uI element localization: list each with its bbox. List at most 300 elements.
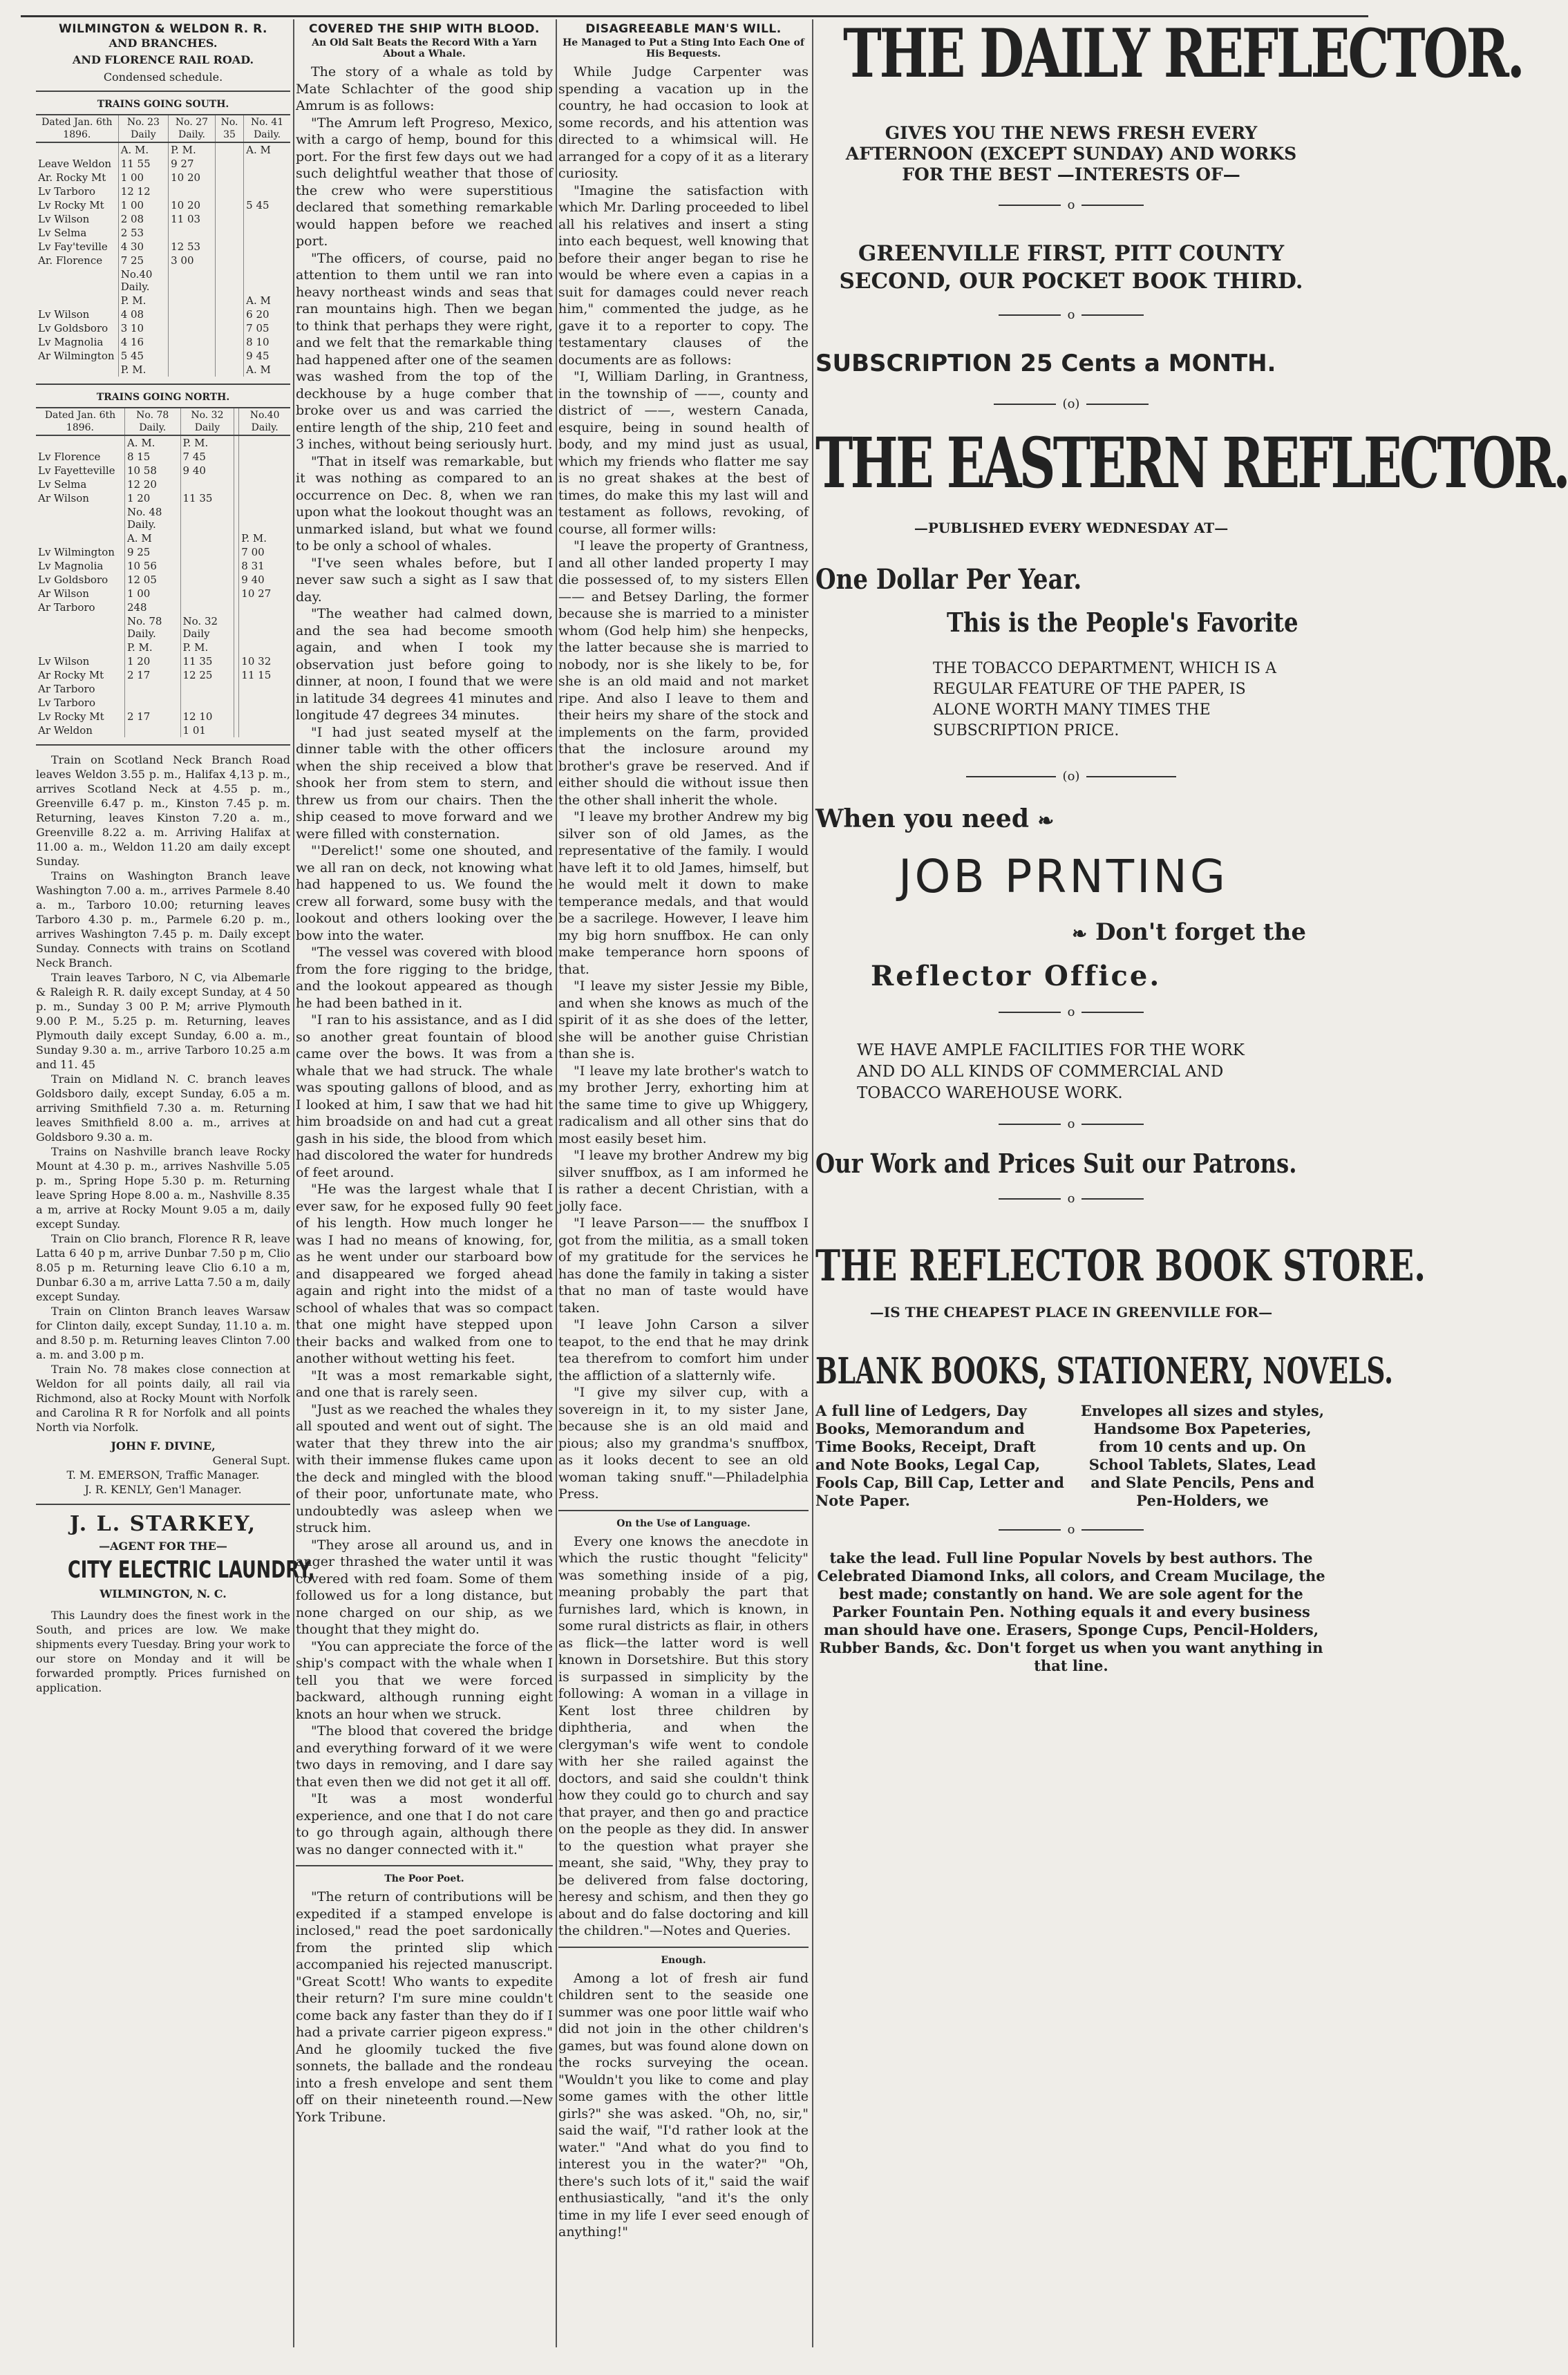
timetable-header: Dated Jan. 6th 1896. xyxy=(36,408,124,435)
paragraph: "I leave the property of Grantness, and all other landed property I may die possessed of, to my sisters Ellen —— and Betsey Darling, the former because she is married to a minister whom (God help him) she henpecks, the latter because she is married to nobody, nor is she likely to be, for she is an old maid and not market ripe. And also I leave to them and their heirs my share of the stock and implements on the farm, provided that the inclosure around my brother's grave be reserved. And if either should die without issue then the other shall inherit the whole. xyxy=(558,538,809,808)
article-body xyxy=(296,64,553,1858)
timetable-cell xyxy=(36,142,118,157)
timetable-cell xyxy=(215,198,243,212)
article-body xyxy=(558,64,809,1503)
timetable-cell: Lv Fayetteville xyxy=(38,464,115,477)
laundry-name: CITY ELECTRIC LAUNDRY, xyxy=(68,1556,315,1584)
timetable-cell: 9 27 xyxy=(169,157,216,171)
paragraph: "I leave my brother Andrew my big silver snuffbox, as I am informed he is rather a decent Christian, with a jolly face. xyxy=(558,1148,809,1214)
timetable-cell: A. M xyxy=(244,142,290,157)
railroad-subtitle: AND BRANCHES. xyxy=(108,37,218,50)
signature-emerson: T. M. EMERSON, Traffic Manager. xyxy=(66,1468,260,1482)
timetable-row xyxy=(36,614,290,641)
column-rule xyxy=(556,19,557,2347)
poet-text: "The return of contributions will be expedited if a stamped envelope is inclosed," read the poet sardonically from the printed slip which accompanied his rejected manuscript. "Great Scott! Who wants to expedite their return? I'm sure mine couldn't come back any faster than they do if I had a private carrier pigeon express." And he gloomily tucked the five sonnets, the ballade and the rondeau into a fresh envelope and sent them off on their nineteenth round.—New York Tribune. xyxy=(296,1889,553,2125)
timetable-cell: Lv Goldsboro xyxy=(38,322,108,335)
divider xyxy=(36,1504,290,1505)
enough-title: Enough. xyxy=(661,1954,706,1966)
timetable-cell: No. 48 Daily. xyxy=(124,505,180,531)
timetable-cell xyxy=(169,267,216,294)
timetable-cell: 2 08 xyxy=(118,212,168,226)
timetable-cell xyxy=(234,600,239,614)
timetable-cell xyxy=(215,363,243,377)
paragraph: "I've seen whales before, but I never saw such a sight as I saw that day. xyxy=(296,555,553,605)
ornament-divider: o xyxy=(815,1005,1327,1019)
timetable-cell: 12 10 xyxy=(180,710,234,723)
timetable-cell: 7 05 xyxy=(244,321,290,335)
timetable-cell xyxy=(215,212,243,226)
timetable-cell xyxy=(36,363,118,377)
railroad-title: WILMINGTON & WELDON R. R. xyxy=(58,22,268,36)
column-rule xyxy=(812,19,813,2347)
timetable-cell: Leave Weldon xyxy=(38,158,112,171)
ornament-divider: o xyxy=(815,198,1327,212)
timetable-cell xyxy=(180,477,234,491)
timetable-cell xyxy=(239,491,290,505)
agent-label: —AGENT FOR THE— xyxy=(99,1540,227,1553)
timetable-cell: 10 27 xyxy=(239,587,290,600)
enough-text: Among a lot of fresh air fund children sent to the seaside one summer was one poor little waif who did not join in the other children's games, but was found alone down on the rocks surveying the ocean. "Wouldn't you like to come and play some games with the other little girls?" she was asked. "Oh, no, sir," said the waif, "I'd rather look at the water." "And what do you find to interest you in the water?" "Oh, there's such lots of it," said the waif enthusiastically, "and it's the only time in my life I ever seed enough of anything!" xyxy=(558,1970,809,2240)
timetable-cell: No. 78 Daily. xyxy=(124,614,180,641)
timetable-cell xyxy=(239,682,290,696)
timetable-row xyxy=(36,587,290,600)
timetable-row xyxy=(36,307,290,321)
timetable-cell xyxy=(169,294,216,307)
timetable-row xyxy=(36,254,290,267)
facilities-text: WE HAVE AMPLE FACILITIES FOR THE WORK AND DO ALL KINDS OF COMMERCIAL AND TOBACCO WAREHOUSE WORK. xyxy=(857,1041,1245,1102)
timetable-cell xyxy=(234,545,239,559)
timetable-cell xyxy=(215,321,243,335)
timetable-header: No. 32 Daily xyxy=(180,408,234,435)
timetable-cell xyxy=(234,587,239,600)
timetable-cell: 1 20 xyxy=(124,491,180,505)
eastern-reflector-title: THE EASTERN REFLECTOR. xyxy=(815,422,1568,504)
timetable-cell xyxy=(244,171,290,184)
divider xyxy=(558,1947,809,1948)
timetable-cell: 3 10 xyxy=(118,321,168,335)
timetable-row xyxy=(36,171,290,184)
timetable-header: No.40 Daily. xyxy=(239,408,290,435)
timetable-row xyxy=(36,142,290,157)
timetable-cell: 7 25 xyxy=(118,254,168,267)
timetable-cell: Lv Wilson xyxy=(38,213,90,226)
timetable-row xyxy=(36,184,290,198)
timetable-cell: P. M. xyxy=(118,363,168,377)
timetable-cell: 7 00 xyxy=(239,545,290,559)
stationery-list-right: Envelopes all sizes and styles, Handsome Box Papeteries, from 10 cents and up. On School Tablets, Slates, Lead and Slate Pencils, Pens and Pen-Holders, we xyxy=(1080,1402,1325,1509)
timetable-cell xyxy=(215,267,243,294)
timetable-cell xyxy=(180,573,234,587)
timetable-cell xyxy=(169,184,216,198)
timetable-cell: 12 05 xyxy=(124,573,180,587)
subscription-price: SUBSCRIPTION 25 Cents a MONTH. xyxy=(815,350,1276,377)
timetable-header: No. 78 Daily. xyxy=(124,408,180,435)
timetable-cell: 248 xyxy=(124,600,180,614)
paragraph: "I give my silver cup, with a sovereign in it, to my sister Jane, because she is an old maid and pious; also my grandma's snuffbox, as it looks decent to see an old woman taking snuff."—Philadelphia Press. xyxy=(558,1385,809,1502)
starkey-name: J. L. STARKEY, xyxy=(69,1512,257,1537)
timetable-cell xyxy=(239,464,290,477)
language-text: Every one knows the anecdote in which the rustic thought "felicity" was something inside of a pig, meaning probably the part that furnishes lard, which is known, in some rural districts as flair, in others as flick—the latter word is well known in Dorsetshire. But this story is surpassed in simplicity by the following: A woman in a village in Kent lost three children by diphtheria, and when the clergyman's wife went to condole with her she railed against the doctors, and said she couldn't think how they could go to church and say that prayer, and then go and practice on the people as they did. In answer to the question what prayer she meant, she said, "Why, they pray to be delivered from false doctoring, heresy and schism, and then they go about and do false doctoring and kill the children."—Notes and Queries. xyxy=(558,1533,809,1939)
timetable-cell: 11 35 xyxy=(180,491,234,505)
paragraph: "Just as we reached the whales they all spouted and went out of sight. The water that they threw into the air with their immense flukes came upon the deck and mingled with the blood of their poor, unfortunate mate, who undoubtedly was asleep when we struck him. xyxy=(296,1401,553,1536)
railroad-schedule-column xyxy=(36,19,315,2347)
timetable-cell xyxy=(239,600,290,614)
ornament-divider: o xyxy=(815,1522,1327,1537)
divider xyxy=(296,1865,553,1866)
south-title: TRAINS GOING SOUTH. xyxy=(97,99,229,111)
paragraph: "I leave Parson—— the snuffbox I got from the militia, as a small token of my gratitude for the services he has done the family in taking a sister that no man of taste would have taken. xyxy=(558,1215,809,1316)
timetable-cell: 1 00 xyxy=(124,587,180,600)
greenville-slogan: GREENVILLE FIRST, PITT COUNTY SECOND, OUR POCKET BOOK THIRD. xyxy=(839,241,1303,294)
divider xyxy=(36,91,290,92)
timetable-cell xyxy=(215,294,243,307)
timetable-cell xyxy=(124,696,180,710)
paragraph: "'Derelict!' some one shouted, and we all ran on deck, not knowing what had happened to us. We found the crew all forward, some busy with the lookout and others looking over the bow into the water. xyxy=(296,843,553,943)
tobacco-department: THE TOBACCO DEPARTMENT, WHICH IS A REGULAR FEATURE OF THE PAPER, IS ALONE WORTH MANY TIMES THE SUBSCRIPTION PRICE. xyxy=(933,660,1276,739)
paragraph: "The weather had calmed down, and the sea had become smooth again, and when I took my observation just before going to dinner, at noon, I found that we were in latitude 34 degrees 41 minutes and longitude 47 degrees 34 minutes. xyxy=(296,606,553,723)
timetable-cell xyxy=(244,267,290,294)
timetable-row xyxy=(36,363,290,377)
paragraph: Train on Clio branch, Florence R R, leave Latta 6 40 p m, arrive Dunbar 7.50 p m, Clio 8.05 p m. Returning leave Clio 6.10 a m, Dunbar 6.30 a m, arrive Latta 7.50 a m, daily except Sunday. xyxy=(36,1232,290,1304)
timetable-cell xyxy=(239,505,290,531)
timetable-cell: 9 40 xyxy=(180,464,234,477)
timetable-row xyxy=(36,240,290,254)
dont-forget xyxy=(815,918,1327,946)
paragraph: The story of a whale as told by Mate Schlachter of the good ship Amrum is as follows: xyxy=(296,64,553,114)
timetable-header: No. 23 Daily xyxy=(118,115,168,142)
timetable-cell: Ar Wilson xyxy=(38,587,89,600)
timetable-row xyxy=(36,573,290,587)
timetable-cell xyxy=(169,321,216,335)
timetable-cell: Ar. Rocky Mt xyxy=(38,171,106,184)
timetable-row xyxy=(36,710,290,723)
timetable-header: No. 35 xyxy=(215,115,243,142)
paragraph: "I, William Darling, in Grantness, in the township of ——, county and district of ——, western Canada, esquire, being in sound health of body, and my mind just as usual, which my friends who flatter me say is no great shakes at the best of times, do make this my last will and testament as follows, revoking, of course, all former wills: xyxy=(558,369,809,537)
paragraph: "It was a most wonderful experience, and one that I do not care to go through again, although there was no danger connected with it." xyxy=(296,1791,553,1857)
signature-title: General Supt. xyxy=(212,1454,290,1468)
timetable-row xyxy=(36,505,290,531)
timetable-row xyxy=(36,491,290,505)
timetable-cell xyxy=(36,641,124,654)
timetable-cell xyxy=(239,696,290,710)
timetable-cell: P. M. xyxy=(180,435,234,450)
timetable-cell: 2 17 xyxy=(124,710,180,723)
timetable-cell xyxy=(124,682,180,696)
timetable-cell: 9 25 xyxy=(124,545,180,559)
timetable-cell: A. M xyxy=(124,531,180,545)
timetable-cell xyxy=(180,696,234,710)
timetable-cell: A. M xyxy=(244,363,290,377)
north-timetable xyxy=(36,407,290,737)
ornament-divider: o xyxy=(815,1191,1327,1206)
timetable-cell xyxy=(36,614,124,641)
when-you-need: When you need xyxy=(815,804,1030,833)
timetable-cell: Ar Weldon xyxy=(38,724,93,737)
timetable-row xyxy=(36,464,290,477)
timetable-cell: 1 00 xyxy=(118,171,168,184)
timetable-cell xyxy=(244,254,290,267)
timetable-row xyxy=(36,559,290,573)
timetable-cell: 10 58 xyxy=(124,464,180,477)
paragraph: "They arose all around us, and in anger thrashed the water until it was covered with red foam. Some of them followed us for a long distance, but none charged on our ship, as we thought that they might do. xyxy=(296,1537,553,1638)
paragraph: "The vessel was covered with blood from the fore rigging to the bridge, and the lookout appeared as though he had been bathed in it. xyxy=(296,945,553,1011)
timetable-cell xyxy=(169,349,216,363)
paragraph: While Judge Carpenter was spending a vacation up in the country, he had occasion to look at some records, and his attention was directed to a whimsical will. He arranged for a copy of it as a literary curiosity. xyxy=(558,64,809,182)
timetable-cell: Lv Tarboro xyxy=(38,697,95,710)
timetable-row xyxy=(36,435,290,450)
timetable-row xyxy=(36,545,290,559)
timetable-cell: 12 12 xyxy=(118,184,168,198)
timetable-cell: 2 17 xyxy=(124,668,180,682)
article-subtitle: He Managed to Put a Sting Into Each One of His Bequests. xyxy=(563,37,804,60)
advertisement-column xyxy=(815,15,1568,2347)
timetable-cell: P. M. xyxy=(118,294,168,307)
signature-kenly: J. R. KENLY, Gen'l Manager. xyxy=(84,1483,242,1497)
timetable-cell: Lv Magnolia xyxy=(38,560,104,573)
timetable-cell xyxy=(169,307,216,321)
timetable-cell: P. M. xyxy=(239,531,290,545)
timetable-cell xyxy=(239,723,290,737)
timetable-cell xyxy=(215,335,243,349)
timetable-cell xyxy=(239,710,290,723)
timetable-cell: P. M. xyxy=(169,142,216,157)
timetable-cell xyxy=(234,505,239,531)
timetable-cell xyxy=(239,614,290,641)
book-store-title: THE REFLECTOR BOOK STORE. xyxy=(815,1240,1426,1291)
timetable-cell: Lv Goldsboro xyxy=(38,574,108,587)
timetable-cell xyxy=(244,157,290,171)
laundry-text: This Laundry does the finest work in the South, and prices are low. We make shipments every Tuesday. Bring your work to our store on Monday and it will be forwarded promptly. Prices furnished on application. xyxy=(36,1609,290,1695)
timetable-cell: Lv Rocky Mt xyxy=(38,199,104,212)
timetable-cell xyxy=(234,435,239,450)
timetable-cell: 11 55 xyxy=(118,157,168,171)
timetable-cell: Lv Fay'teville xyxy=(38,240,108,254)
timetable-header: No. 41 Daily. xyxy=(244,115,290,142)
cheapest-place: —IS THE CHEAPEST PLACE IN GREENVILLE FOR— xyxy=(869,1304,1273,1321)
timetable-row xyxy=(36,641,290,654)
timetable-cell xyxy=(234,682,239,696)
timetable-row xyxy=(36,349,290,363)
stationery-lists xyxy=(815,1402,1327,1510)
timetable-cell: Ar Wilson xyxy=(38,492,89,505)
timetable-cell xyxy=(36,531,124,545)
timetable-cell xyxy=(180,559,234,573)
timetable-cell xyxy=(234,654,239,668)
timetable-cell: Ar Rocky Mt xyxy=(38,669,104,682)
gives-news-text: GIVES YOU THE NEWS FRESH EVERY AFTERNOON (EXCEPT SUNDAY) AND WORKS FOR THE BEST —INTERESTS OF— xyxy=(845,123,1297,184)
timetable-row xyxy=(36,267,290,294)
timetable-cell xyxy=(234,491,239,505)
timetable-cell xyxy=(169,335,216,349)
timetable-cell xyxy=(215,254,243,267)
timetable-cell xyxy=(215,157,243,171)
article-title: DISAGREEABLE MAN'S WILL. xyxy=(585,22,782,36)
railroad-subtitle: Condensed schedule. xyxy=(103,70,223,84)
paragraph: "Imagine the satisfaction with which Mr. Darling proceeded to libel all his relatives and insert a sting into each bequest, well knowing that before their anger began to rise he would be where even a capias in a suit for damages could never reach him," commented the judge, as he gave it to a reporter to copy. The testamentary clauses of the documents are as follows: xyxy=(558,182,809,368)
timetable-cell: A. M xyxy=(244,294,290,307)
timetable-row xyxy=(36,682,290,696)
timetable-cell xyxy=(36,505,124,531)
timetable-cell xyxy=(169,363,216,377)
timetable-cell: 12 25 xyxy=(180,668,234,682)
timetable-row xyxy=(36,668,290,682)
timetable-cell xyxy=(215,226,243,240)
timetable-cell xyxy=(215,184,243,198)
timetable-cell: 8 15 xyxy=(124,450,180,464)
timetable-cell xyxy=(234,477,239,491)
timetable-row xyxy=(36,696,290,710)
timetable-cell xyxy=(180,531,234,545)
timetable-row xyxy=(36,723,290,737)
timetable-cell: Lv Rocky Mt xyxy=(38,710,104,723)
timetable-row xyxy=(36,477,290,491)
timetable-cell xyxy=(180,600,234,614)
paragraph: Train on Clinton Branch leaves Warsaw for Clinton daily, except Sunday, 11.10 a. m. and 8.50 p. m. Returning leaves Clinton 7.00 a. m. and 3.00 p m. xyxy=(36,1305,290,1362)
timetable-cell: 10 20 xyxy=(169,198,216,212)
timetable-header: Dated Jan. 6th 1896. xyxy=(36,115,118,142)
timetable-cell: 9 45 xyxy=(244,349,290,363)
job-printing-ad xyxy=(815,804,1327,833)
column-rule xyxy=(293,19,294,2347)
timetable-cell xyxy=(234,668,239,682)
paragraph: Trains on Nashville branch leave Rocky Mount at 4.30 p. m., arrives Nashville 5.05 p. m., Spring Hope 5.30 p. m. Returning leave Spring Hope 8.00 a. m., Nashville 8.35 a m, arrive at Rocky Mount 9.05 a m, daily except Sunday. xyxy=(36,1145,290,1231)
paragraph: "The officers, of course, paid no attention to them until we ran into heavy northeast winds and seas that ran mountains high. Then we began to think that perhaps they were right, and we felt that the remarkable thing had happened after one of the seamen was washed from the top of the deckhouse by a huge comber that broke over us and was carried the entire length of the ship, 210 feet and 3 inches, without being seriously hurt. xyxy=(296,250,553,453)
timetable-cell xyxy=(180,545,234,559)
timetable-cell: 9 40 xyxy=(239,573,290,587)
timetable-cell: 8 10 xyxy=(244,335,290,349)
paragraph: "I leave my sister Jessie my Bible, and when she knows as much of the spirit of it as she does of the letter, she will be another guise Christian than she is. xyxy=(558,978,809,1062)
timetable-cell xyxy=(180,682,234,696)
timetable-cell: 11 15 xyxy=(239,668,290,682)
timetable-cell: Lv Magnolia xyxy=(38,336,104,349)
timetable-cell: Ar Tarboro xyxy=(38,601,95,614)
timetable-cell: Lv Selma xyxy=(38,227,87,240)
timetable-cell: 11 03 xyxy=(169,212,216,226)
timetable-cell xyxy=(234,573,239,587)
published-weekly: —PUBLISHED EVERY WEDNESDAY AT— xyxy=(914,520,1229,536)
timetable-cell xyxy=(239,641,290,654)
timetable-cell: Ar Wilmington xyxy=(38,350,115,363)
timetable-cell: 5 45 xyxy=(244,198,290,212)
stationery-list-left: A full line of Ledgers, Day Books, Memorandum and Time Books, Receipt, Draft and Note Books, Legal Cap, Fools Cap, Bill Cap, Letter and Note Paper. xyxy=(815,1402,1064,1509)
timetable-cell: Lv Wilson xyxy=(38,655,90,668)
timetable-row xyxy=(36,198,290,212)
timetable-cell xyxy=(234,531,239,545)
timetable-cell xyxy=(234,464,239,477)
timetable-cell xyxy=(215,349,243,363)
paragraph: "You can appreciate the force of the ship's compact with the whale when I tell you that we were forced backward, although running eight knots an hour when we struck. xyxy=(296,1638,553,1722)
timetable-cell: 10 32 xyxy=(239,654,290,668)
paragraph: "The Amrum left Progreso, Mexico, with a cargo of hemp, bound for this port. For the first few days out we had such delightful weather that those of the crew who were superstitious declared that something remarkable would happen before we reached port. xyxy=(296,115,553,249)
daily-reflector-masthead: THE DAILY REFLECTOR. xyxy=(843,15,1523,93)
timetable-row xyxy=(36,600,290,614)
ornament-icon: ❧ xyxy=(1072,924,1088,945)
timetable-cell: 12 53 xyxy=(169,240,216,254)
paragraph: "I leave my late brother's watch to my brother Jerry, exhorting him at the same time to give up Whiggery, radicalism and all other sins that do most easily beset him. xyxy=(558,1063,809,1146)
timetable-cell xyxy=(234,559,239,573)
timetable-cell: P. M. xyxy=(180,641,234,654)
timetable-header xyxy=(234,408,239,435)
timetable-cell: 1 20 xyxy=(124,654,180,668)
timetable-cell xyxy=(234,710,239,723)
timetable-cell xyxy=(180,587,234,600)
blank-books-title: BLANK BOOKS, STATIONERY, NOVELS. xyxy=(815,1350,1394,1392)
divider xyxy=(36,744,290,746)
our-work-slogan: Our Work and Prices Suit our Patrons. xyxy=(815,1148,1297,1179)
paragraph: Train on Scotland Neck Branch Road leaves Weldon 3.55 p. m., Halifax 4,13 p. m., arrives Scotland Neck at 4.55 p. m., Greenville 6.47 p. m., Kinston 7.45 p. m. Returning, leaves Kinston 7.20 a. m., Greenville 8.22 a. m. Arriving Halifax at 11.00 a. m., Weldon 11.20 am daily except Sunday. xyxy=(36,753,290,869)
timetable-cell xyxy=(239,477,290,491)
timetable-cell xyxy=(215,240,243,254)
timetable-header: No. 27 Daily. xyxy=(169,115,216,142)
timetable-cell: P. M. xyxy=(124,641,180,654)
timetable-cell: 10 56 xyxy=(124,559,180,573)
timetable-cell xyxy=(244,184,290,198)
paragraph: Train No. 78 makes close connection at Weldon for all points daily, all rail via Richmond, also at Rocky Mount with Norfolk and Carolina R R for Norfolk and all points North via Norfolk. xyxy=(36,1363,290,1435)
timetable-row xyxy=(36,294,290,307)
timetable-cell xyxy=(244,212,290,226)
timetable-cell: 4 16 xyxy=(118,335,168,349)
timetable-cell: Ar. Florence xyxy=(38,254,103,267)
timetable-row xyxy=(36,157,290,171)
paragraph: Train leaves Tarboro, N C, via Albemarle & Raleigh R. R. daily except Sunday, at 4 50 p. m., Sunday 3 00 P. M; arrive Plymouth 9.00 P. M., 5.25 p. m. Returning, leaves Plymouth daily except Sunday, 6.00 a. m., Sunday 9.30 a. m., arrive Tarboro 10.25 a.m and 11. 45 xyxy=(36,971,290,1072)
paragraph: "I leave my brother Andrew my big silver son of old James, as the representative of the family. I would have left it to old James, himself, but he would melt it down to make temperance medals, and that would be a sacrilege. However, I leave him my big horn snuffbox. He can only make temperance horn spoons of that. xyxy=(558,809,809,977)
ornament-divider: (o) xyxy=(815,769,1327,784)
timetable-cell: Lv Florence xyxy=(38,451,101,464)
divider xyxy=(36,384,290,385)
whale-story-column xyxy=(296,19,553,2347)
paragraph: "I ran to his assistance, and as I did so another great fountain of blood came over the bows. It was from a whale that we had struck. The whale was spouting gallons of blood, and as I looked at him, I saw that we had hit him broadside on and had cut a great gash in his side, the blood from which had discolored the water for hundreds of feet around. xyxy=(296,1012,553,1180)
timetable-cell: Lv Selma xyxy=(38,478,87,491)
timetable-row xyxy=(36,531,290,545)
timetable-cell: 4 08 xyxy=(118,307,168,321)
timetable-cell: 1 01 xyxy=(180,723,234,737)
timetable-cell xyxy=(234,723,239,737)
paragraph: "The blood that covered the bridge and everything forward of it we were two days in removing, and I dare say that even then we did not get it all off. xyxy=(296,1723,553,1790)
signature-divine: JOHN F. DIVINE, xyxy=(111,1439,216,1453)
paragraph: "That in itself was remarkable, but it was nothing as compared to an occurrence on Dec. 8, when we ran upon what the lookout thought was an unmarked island, but what we found to be only a school of whales. xyxy=(296,453,553,554)
timetable-row xyxy=(36,212,290,226)
timetable-cell: 5 45 xyxy=(118,349,168,363)
timetable-cell xyxy=(36,435,124,450)
dont-forget-text: Don't forget the xyxy=(1095,918,1306,946)
paragraph: "It was a most remarkable sight, and one that is rarely seen. xyxy=(296,1368,553,1401)
timetable-cell: A. M. xyxy=(124,435,180,450)
ornament-divider: o xyxy=(815,1117,1327,1131)
timetable-row xyxy=(36,335,290,349)
timetable-cell xyxy=(234,614,239,641)
south-timetable xyxy=(36,114,290,377)
timetable-cell: Lv Tarboro xyxy=(38,185,95,198)
timetable-cell: 7 45 xyxy=(180,450,234,464)
timetable-cell xyxy=(36,267,118,294)
poet-title: The Poor Poet. xyxy=(384,1873,464,1885)
timetable-cell: 3 00 xyxy=(169,254,216,267)
closing-text: take the lead. Full line Popular Novels by best authors. The Celebrated Diamond Inks, all colors, and Cream Mucilage, the best made; constantly on hand. We are sole agent for the Parker Fountain Pen. Nothing equals it and every business man should have one. Erasers, Sponge Cups, Pencil-Holders, Rubber Bands, &c. Don't forget us when you want anything in that line. xyxy=(817,1549,1325,1674)
timetable-row xyxy=(36,654,290,668)
north-title: TRAINS GOING NORTH. xyxy=(96,392,230,404)
timetable-cell xyxy=(234,696,239,710)
timetable-cell xyxy=(169,226,216,240)
paragraph: "I leave John Carson a silver teapot, to the end that he may drink tea therefrom to comfort him under the affliction of a slatternly wife. xyxy=(558,1317,809,1383)
will-story-column xyxy=(558,19,809,2347)
timetable-cell xyxy=(215,307,243,321)
laundry-location: WILMINGTON, N. C. xyxy=(100,1587,227,1601)
divider xyxy=(558,1510,809,1511)
timetable-cell: No.40 Daily. xyxy=(118,267,168,294)
timetable-cell: 4 30 xyxy=(118,240,168,254)
timetable-cell: 12 20 xyxy=(124,477,180,491)
article-subtitle: An Old Salt Beats the Record With a Yarn About a Whale. xyxy=(312,37,537,60)
